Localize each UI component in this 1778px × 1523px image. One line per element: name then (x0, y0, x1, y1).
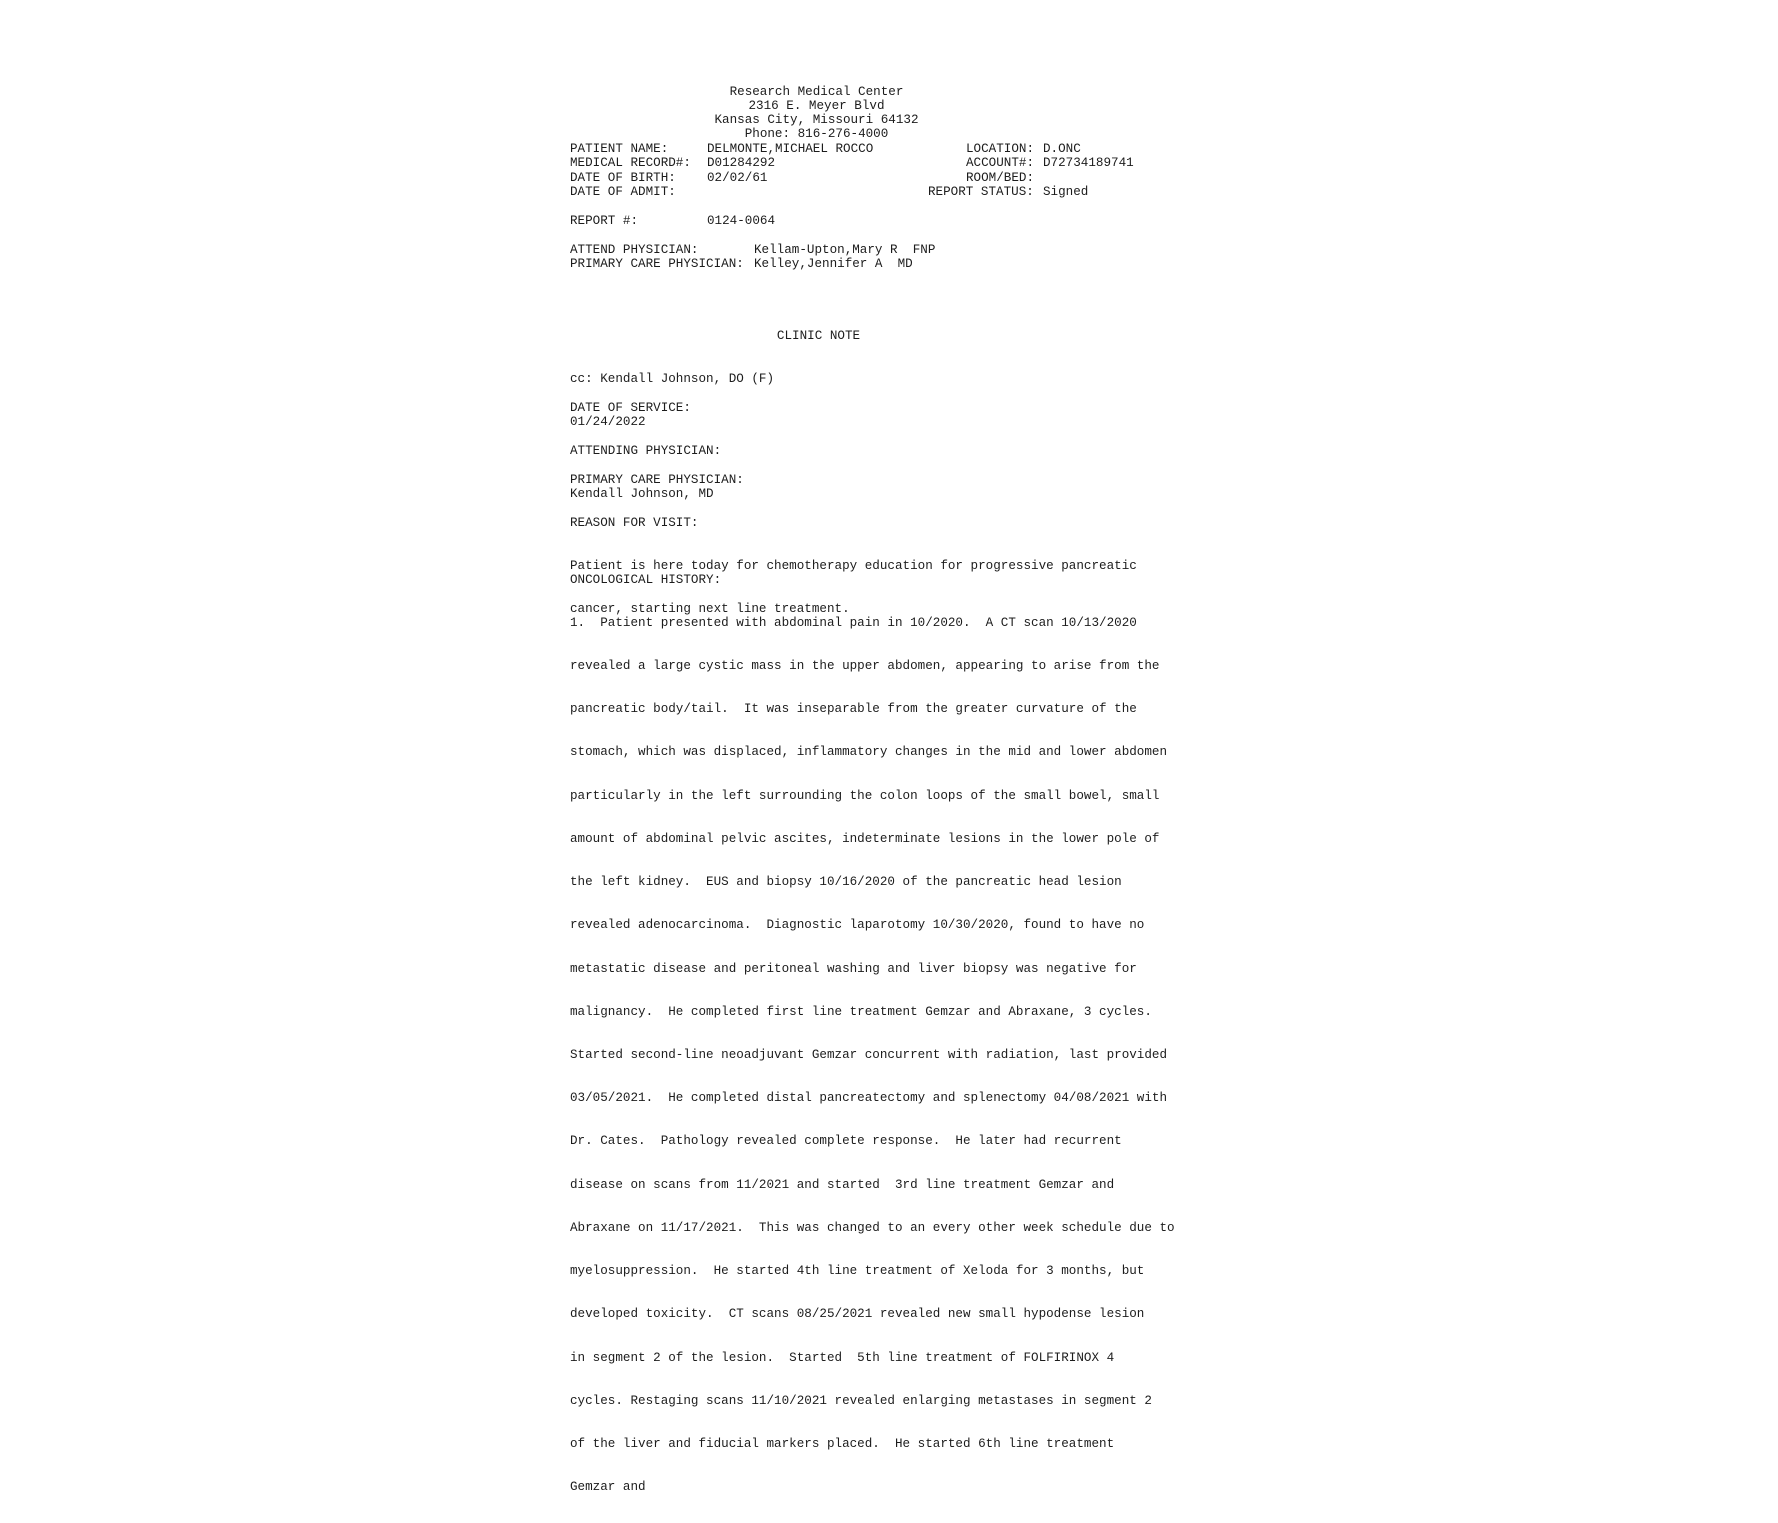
patient-name-label: PATIENT NAME: (570, 142, 669, 156)
history-line: cycles. Restaging scans 11/10/2021 revealed enlarging metastases in segment 2 (570, 1393, 1152, 1408)
history-line: malignancy. He completed first line treatment Gemzar and Abraxane, 3 cycles. (570, 1004, 1152, 1019)
mrn-value: D01284292 (707, 156, 776, 170)
history-line: pancreatic body/tail. It was inseparable from the greater curvature of the (570, 702, 1137, 717)
history-line: 03/05/2021. He completed distal pancreatectomy and splenectomy 04/08/2021 with (570, 1091, 1168, 1106)
dob-label: DATE OF BIRTH: (570, 171, 676, 185)
attend-physician-label: ATTEND PHYSICIAN: (570, 243, 699, 257)
history-line: Started second-line neoadjuvant Gemzar concurrent with radiation, last provided (570, 1048, 1168, 1062)
history-line: disease on scans from 11/2021 and started 3rd line treatment Gemzar and (570, 1177, 1115, 1192)
history-line: Abraxane on 11/17/2021. This was changed to an every other week schedule due to (570, 1220, 1175, 1235)
room-bed-label: ROOM/BED: (966, 171, 1035, 185)
oncological-history-label: ONCOLOGICAL HISTORY: (570, 573, 722, 587)
note-pcp-value: Kendall Johnson, MD (570, 487, 714, 501)
date-of-service-label: DATE OF SERVICE: (570, 401, 691, 415)
date-of-service-value: 01/24/2022 (570, 415, 646, 429)
history-line: revealed a large cystic mass in the upper abdomen, appearing to arise from the (570, 659, 1160, 674)
location-value: D.ONC (1043, 142, 1081, 156)
account-label: ACCOUNT#: (966, 156, 1035, 170)
history-line: amount of abdominal pelvic ascites, indeterminate lesions in the lower pole of (570, 831, 1160, 846)
report-title: CLINIC NOTE (776, 329, 861, 343)
history-line: 1. Patient presented with abdominal pain in 10/2020. A CT scan 10/13/2020 (570, 615, 1137, 630)
report-number-value: 0124-0064 (707, 214, 776, 228)
address-line-1: 2316 E. Meyer Blvd (748, 99, 885, 113)
report-status-value: Signed (1043, 185, 1089, 199)
cc-line: cc: Kendall Johnson, DO (F) (570, 372, 775, 386)
account-value: D72734189741 (1043, 156, 1134, 170)
history-line: the left kidney. EUS and biopsy 10/16/2020 of the pancreatic head lesion (570, 875, 1122, 890)
history-line: developed toxicity. CT scans 08/25/2021 revealed new small hypodense lesion (570, 1307, 1145, 1322)
history-line: metastatic disease and peritoneal washing and liver biopsy was negative for (570, 961, 1137, 976)
reason-line: Patient is here today for chemotherapy education for progressive pancreatic (570, 558, 1137, 573)
note-pcp-label: PRIMARY CARE PHYSICIAN: (570, 473, 744, 487)
report-status-label: REPORT STATUS: (928, 185, 1034, 199)
history-line: particularly in the left surrounding the colon loops of the small bowel, small (570, 788, 1160, 803)
pcp-value: Kelley,Jennifer A MD (754, 257, 913, 271)
location-label: LOCATION: (966, 142, 1035, 156)
address-line-2: Kansas City, Missouri 64132 (714, 113, 919, 127)
history-line: revealed adenocarcinoma. Diagnostic laparotomy 10/30/2020, found to have no (570, 918, 1145, 933)
patient-name-value: DELMONTE,MICHAEL ROCCO (707, 142, 874, 156)
dob-value: 02/02/61 (707, 171, 768, 185)
phone-line: Phone: 816-276-4000 (744, 127, 889, 141)
history-line: of the liver and fiducial markers placed. He started 6th line treatment (570, 1436, 1115, 1451)
oncological-history-text (570, 587, 1175, 1523)
history-line: in segment 2 of the lesion. Started 5th line treatment of FOLFIRINOX 4 (570, 1350, 1115, 1365)
admit-label: DATE OF ADMIT: (570, 185, 676, 199)
reason-line: cancer, starting next line treatment. (570, 602, 850, 617)
attend-physician-value: Kellam-Upton,Mary R FNP (754, 243, 936, 257)
history-line: stomach, which was displaced, inflammatory changes in the mid and lower abdomen (570, 745, 1168, 760)
history-line: myelosuppression. He started 4th line treatment of Xeloda for 3 months, but (570, 1264, 1145, 1279)
pcp-label: PRIMARY CARE PHYSICIAN: (570, 257, 744, 271)
attending-physician-label: ATTENDING PHYSICIAN: (570, 444, 722, 458)
org-name: Research Medical Center (729, 85, 904, 99)
history-line: Dr. Cates. Pathology revealed complete response. He later had recurrent (570, 1134, 1122, 1149)
report-number-label: REPORT #: (570, 214, 639, 228)
history-line: Gemzar and (570, 1480, 646, 1495)
reason-for-visit-label: REASON FOR VISIT: (570, 516, 699, 530)
mrn-label: MEDICAL RECORD#: (570, 156, 691, 170)
